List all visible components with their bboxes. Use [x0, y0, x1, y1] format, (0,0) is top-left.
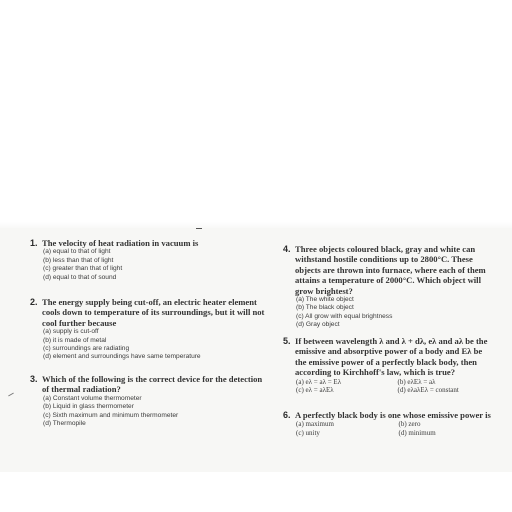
- question-number: 4.: [283, 244, 291, 254]
- question-text: Three objects coloured black, gray and white can withstand hostile conditions up to 2800°C. These objects are thrown into furnace, where each of them attains a temperature of 2000°C. Which object will grow brightest?: [295, 244, 486, 296]
- option-a: (a) equal to that of light: [43, 248, 111, 256]
- option-c: (c) surroundings are radiating: [43, 345, 130, 353]
- options-list: [43, 328, 268, 362]
- option-d: (d) element and surroundings have same temperature: [43, 353, 201, 361]
- question-5: [283, 336, 493, 394]
- option-b: (b) it is made of metal: [43, 336, 107, 344]
- question-number: 6.: [283, 410, 291, 420]
- option-c: (c) All grow with equal brightness: [296, 312, 393, 320]
- option-b: (b) eλEλ = aλ: [397, 377, 436, 386]
- question-number: 5.: [283, 336, 291, 346]
- option-d: (d) Gray object: [296, 321, 340, 329]
- option-a: (a) maximum: [296, 420, 334, 429]
- option-b: (b) less than that of light: [43, 256, 114, 264]
- question-text: Which of the following is the correct device for the detection of thermal radiation?: [42, 374, 263, 395]
- question-text: The velocity of heat radiation in vacuum is: [42, 238, 199, 248]
- option-b: (b) zero: [398, 420, 421, 429]
- option-d: (d) Thermopile: [43, 420, 86, 428]
- option-b: (b) Liquid in glass thermometer: [43, 403, 134, 411]
- option-c: (c) unity: [296, 428, 320, 437]
- option-a: (a) eλ = aλ = Eλ: [296, 377, 342, 386]
- options-list: [43, 248, 268, 282]
- options-grid: [296, 378, 493, 395]
- option-c: (c) Sixth maximum and minimum thermometer: [43, 411, 179, 419]
- question-number: 2.: [30, 297, 38, 307]
- option-a: (a) Constant volume thermometer: [43, 394, 142, 402]
- question-6: [283, 410, 495, 437]
- question-1: [30, 238, 268, 282]
- question-number: 3.: [30, 374, 38, 384]
- page-mark: [196, 228, 202, 229]
- question-4: [283, 244, 493, 330]
- options-list: [43, 395, 266, 429]
- option-a: (a) The white object: [296, 296, 354, 304]
- question-text: The energy supply being cut-off, an electric heater element cools down to temperature of its surroundings, but it will not cool further because: [42, 297, 265, 328]
- option-c: (c) eλ = aλEλ: [296, 386, 334, 395]
- option-b: (b) The black object: [296, 304, 354, 312]
- option-d: (d) equal to that of sound: [43, 273, 117, 281]
- options-grid: [296, 420, 495, 437]
- options-list: [296, 296, 493, 330]
- question-number: 1.: [30, 238, 38, 248]
- question-2: [30, 297, 268, 362]
- option-d: (d) minimum: [398, 428, 436, 437]
- option-c: (c) greater than that of light: [43, 265, 123, 273]
- option-a: (a) supply is cut-off: [43, 328, 99, 336]
- question-3: [30, 374, 266, 428]
- option-d: (d) eλaλEλ = constant: [397, 386, 459, 395]
- question-text: A perfectly black body is one whose emissive power is: [295, 410, 491, 420]
- question-text: If between wavelength λ and λ + dλ, eλ and aλ be the emissive and absorptive power of a body and Eλ be the emissive power of a perfectly black body, then according to Kirchhoff's law, which is true?: [295, 336, 488, 378]
